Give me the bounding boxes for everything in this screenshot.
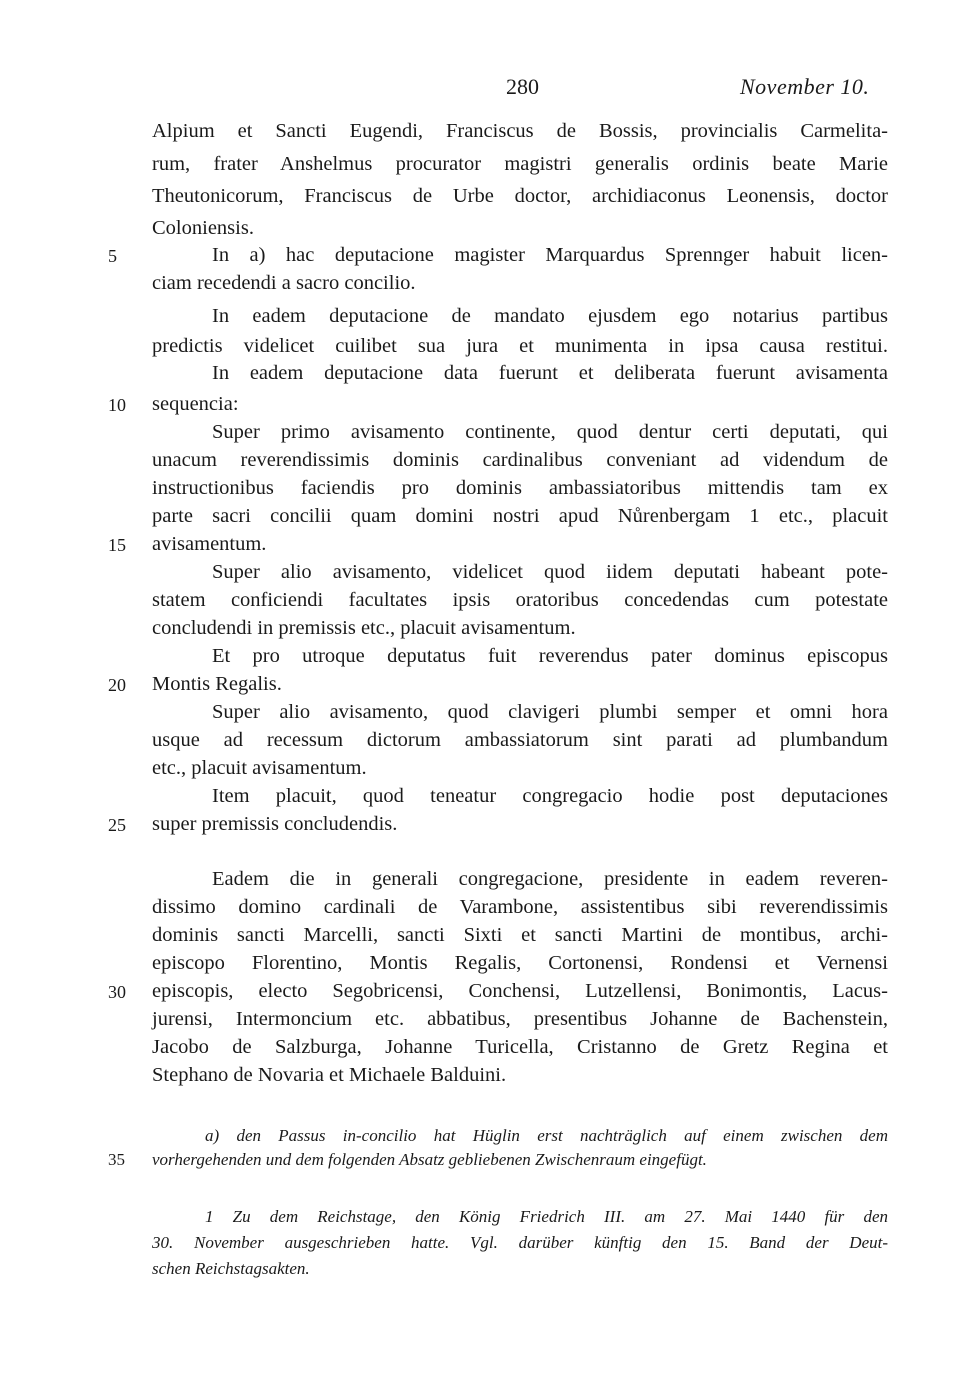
body-line-text: etc., placuit avisamentum. (152, 757, 367, 779)
body-line-text: Theutonicorum, Franciscus de Urbe doctor, archidiaconus Leonensis, doctor (152, 185, 888, 207)
body-line-text: predictis videlicet cuilibet sua jura et munimenta in ipsa causa restitui. (152, 335, 888, 357)
footnote-line-text: a) den Passus in-concilio hat Hüglin erst nachträglich auf einem zwischen dem (205, 1126, 888, 1145)
footnote-line-text: 30. November ausgeschrieben hatte. Vgl. darüber künftig den 15. Band der Deut- (152, 1233, 888, 1252)
body-line (0, 185, 960, 215)
line-number: 30 (108, 982, 126, 1002)
body-line-text: jurensi, Intermoncium etc. abbatibus, presentibus Johanne de Bachenstein, (152, 1008, 888, 1030)
line-number: 35 (108, 1150, 125, 1169)
body-line-text: avisamentum. (152, 533, 267, 555)
body-line-text: episcopis, electo Segobricensi, Conchensi, Lutzellensi, Bonimontis, Lacus- (152, 980, 888, 1002)
body-line-text: rum, frater Anshelmus procurator magistri generalis ordinis beate Marie (152, 153, 888, 175)
body-line-text: unacum reverendissimis dominis cardinalibus conveniant ad videndum de (152, 449, 888, 471)
body-line (0, 924, 960, 954)
body-line (0, 952, 960, 982)
body-line-text: ciam recedendi a sacro concilio. (152, 272, 416, 294)
body-line (0, 244, 960, 274)
body-line (0, 868, 960, 898)
body-line (0, 449, 960, 479)
body-line-text: In eadem deputacione de mandato ejusdem ego notarius partibus (212, 305, 888, 327)
footnote-line-text: schen Reichstagsakten. (152, 1259, 310, 1278)
body-line (0, 673, 960, 703)
running-header-date: November 10. (740, 74, 870, 99)
body-line (0, 120, 960, 150)
body-line-text: Super primo avisamento continente, quod dentur certi deputati, qui (212, 421, 888, 443)
body-line (0, 729, 960, 759)
body-line (0, 393, 960, 423)
body-line-text: Stephano de Novaria et Michaele Balduini. (152, 1064, 507, 1086)
line-number: 25 (108, 815, 126, 835)
page-header (0, 74, 960, 104)
footnote-line-text: 1 Zu dem Reichstage, den König Friedrich III. am 27. Mai 1440 für den (205, 1207, 888, 1226)
body-line (0, 701, 960, 731)
body-line-text: Jacobo de Salzburga, Johanne Turicella, Cristanno de Gretz Regina et (152, 1036, 888, 1058)
body-line (0, 335, 960, 365)
body-line-text: Eadem die in generali congregacione, presidente in eadem reveren- (212, 868, 888, 890)
body-line-text: In a) hac deputacione magister Marquardus Sprennger habuit licen- (212, 244, 888, 266)
body-line (0, 980, 960, 1010)
body-line-text: Montis Regalis. (152, 673, 282, 695)
footnote-line (0, 1150, 960, 1176)
body-line-text: instructionibus faciendis pro dominis ambassiatoribus mittendis tam ex (152, 477, 888, 499)
body-line (0, 217, 960, 247)
body-line (0, 645, 960, 675)
line-number: 10 (108, 395, 126, 415)
body-line-text: Super alio avisamento, quod clavigeri plumbi semper et omni hora (212, 701, 888, 723)
body-line-text: super premissis concludendis. (152, 813, 398, 835)
body-line-text: Item placuit, quod teneatur congregacio hodie post deputaciones (212, 785, 888, 807)
footnote-line (0, 1126, 960, 1152)
body-line (0, 617, 960, 647)
line-number: 15 (108, 535, 126, 555)
body-line-text: episcopo Florentino, Montis Regalis, Cortonensi, Rondensi et Vernensi (152, 952, 888, 974)
line-number: 20 (108, 675, 126, 695)
body-line (0, 272, 960, 302)
body-line (0, 305, 960, 335)
body-line (0, 362, 960, 392)
page-number: 280 (506, 74, 539, 99)
body-line (0, 589, 960, 619)
body-line-text: dominis sancti Marcelli, sancti Sixti et sancti Martini de montibus, archi- (152, 924, 888, 946)
body-line-text: concludendi in premissis etc., placuit avisamentum. (152, 617, 576, 639)
body-line (0, 1036, 960, 1066)
body-line (0, 533, 960, 563)
line-number: 5 (108, 246, 117, 266)
footnote-line-text: vorhergehenden und dem folgenden Absatz gebliebenen Zwischenraum eingefügt. (152, 1150, 707, 1169)
body-line-text: statem conficiendi facultates ipsis oratoribus concedendas cum potestate (152, 589, 888, 611)
footnote-line (0, 1233, 960, 1259)
footnote-line (0, 1259, 960, 1285)
body-line-text: Et pro utroque deputatus fuit reverendus pater dominus episcopus (212, 645, 888, 667)
body-line (0, 505, 960, 535)
body-line-text: Coloniensis. (152, 217, 254, 239)
body-line-text: parte sacri concilii quam domini nostri apud Nůrenbergam 1 etc., placuit (152, 505, 888, 527)
body-line-text: dissimo domino cardinali de Varambone, assistentibus sibi reverendissimis (152, 896, 888, 918)
body-line (0, 561, 960, 591)
body-line-text: sequencia: (152, 393, 239, 415)
body-line (0, 1008, 960, 1038)
body-line (0, 477, 960, 507)
body-line (0, 757, 960, 787)
body-line-text: Alpium et Sancti Eugendi, Franciscus de Bossis, provincialis Carmelita- (152, 120, 888, 142)
body-line (0, 1064, 960, 1094)
body-line-text: In eadem deputacione data fuerunt et deliberata fuerunt avisamenta (212, 362, 888, 384)
body-line (0, 785, 960, 815)
body-line (0, 813, 960, 843)
body-line (0, 153, 960, 183)
body-line (0, 421, 960, 451)
body-line-text: Super alio avisamento, videlicet quod iidem deputati habeant pote- (212, 561, 888, 583)
footnote-line (0, 1207, 960, 1233)
body-line (0, 896, 960, 926)
body-line-text: usque ad recessum dictorum ambassiatorum sint parati ad plumbandum (152, 729, 888, 751)
